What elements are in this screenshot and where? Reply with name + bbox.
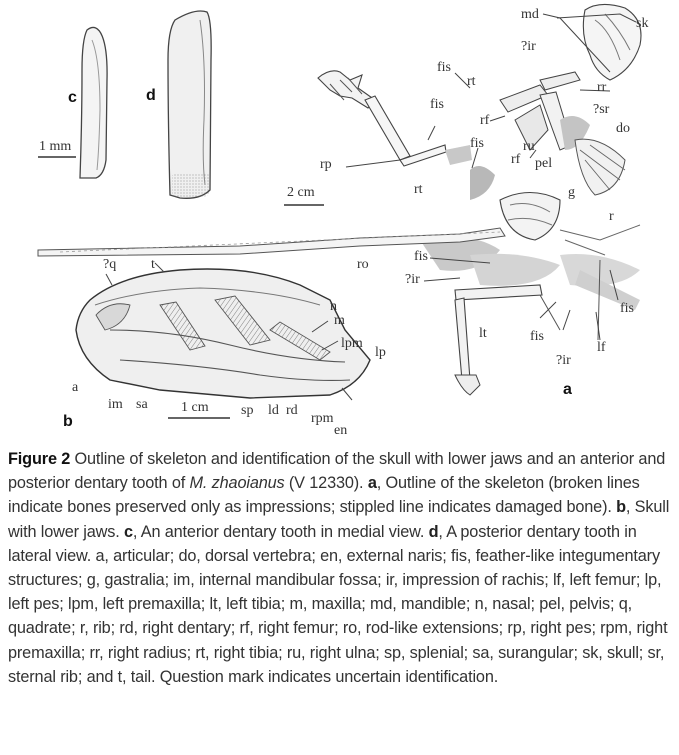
panel-letter-d: d xyxy=(146,87,156,104)
caption-figure-label: Figure 2 xyxy=(8,450,71,468)
pelvis-drawing xyxy=(500,193,560,241)
label-ir-top: ?ir xyxy=(521,39,536,54)
caption-a-text: , Outline of the skeleton (broken lines indicate bones preserved only as impressions; stippled line indicates damaged bone). xyxy=(8,474,640,517)
right-tibia-drawing xyxy=(365,96,410,160)
caption-species: M. zhaoianus xyxy=(189,474,285,493)
label-lt: lt xyxy=(479,326,487,341)
label-pel: pel xyxy=(535,156,553,171)
scale-label-1mm: 1 mm xyxy=(39,139,72,154)
label-r: r xyxy=(609,209,614,224)
label-im: im xyxy=(108,397,123,412)
panel-letter-b: b xyxy=(63,413,73,430)
label-sp: sp xyxy=(241,403,254,418)
label-rf-pel: rf xyxy=(511,152,521,167)
caption-d-text: , A posterior dentary tooth in lateral view. a, articular; do, dorsal vertebra; en, external naris; fis, feather-like integumentary structures; g, gastralia; im, internal mandibular fossa; ir, impression of rachis; lf, left femur; lp, left pes; lpm, left premaxilla; lt, left tibia; m, maxilla; md, mandible; n, nasal; pel, pelvis; q, quadrate; r, rib; rd, right dentary; rf, right femur; ro, rod-like extensions; rp, right pes; rpm, right premaxilla; rr, right radius; rt, right tibia; ru, right ulna; sp, splenial; sa, surangular; sk, skull; sr, sternal rib; and t, tail. Question mark indicates uncertain identification. xyxy=(8,522,668,686)
label-sk: sk xyxy=(636,16,649,31)
label-fis-right: fis xyxy=(620,301,634,316)
caption-specimen: (V 12330). xyxy=(284,474,368,493)
figure-caption xyxy=(8,447,674,689)
label-sr: ?sr xyxy=(593,102,610,117)
caption-intro: Outline of skeleton and identification of the skull with lower jaws and an anterior and posterior dentary tooth of xyxy=(8,450,666,493)
label-t: t xyxy=(151,257,155,272)
label-lp: lp xyxy=(375,345,386,360)
label-lf: lf xyxy=(597,340,606,355)
label-ir-low: ?ir xyxy=(405,272,420,287)
label-q: ?q xyxy=(103,257,117,272)
caption-panel-c: c xyxy=(123,522,133,541)
label-en: en xyxy=(334,423,348,438)
scale-label-1cm: 1 cm xyxy=(181,400,209,415)
label-n: n xyxy=(330,299,337,314)
label-fis-bottom: fis xyxy=(530,329,544,344)
label-fis-left: fis xyxy=(430,97,444,112)
label-rd: rd xyxy=(286,403,298,418)
label-rpm: rpm xyxy=(311,411,334,426)
caption-panel-b: b xyxy=(616,498,626,517)
scale-label-2cm: 2 cm xyxy=(287,185,315,200)
label-fis-top: fis xyxy=(437,60,451,75)
label-m: m xyxy=(334,313,345,328)
label-rt-top: rt xyxy=(467,74,476,89)
skull-b-drawing xyxy=(76,269,370,398)
tooth-c-drawing xyxy=(80,27,107,178)
label-fis-low: fis xyxy=(414,249,428,264)
label-ru: ru xyxy=(523,139,535,154)
caption-c-text: , An anterior dentary tooth in medial view. xyxy=(132,522,429,541)
label-do: do xyxy=(616,121,630,136)
panel-letter-c: c xyxy=(68,89,77,106)
label-sa: sa xyxy=(136,397,148,412)
label-lpm: lpm xyxy=(341,336,363,351)
label-rr: rr xyxy=(597,80,607,95)
label-ro: ro xyxy=(357,257,369,272)
label-rf: rf xyxy=(480,113,490,128)
panel-letter-a: a xyxy=(563,381,572,398)
label-rt-low: rt xyxy=(414,182,423,197)
caption-panel-a: a xyxy=(367,474,377,493)
label-ld: ld xyxy=(268,403,279,418)
label-a: a xyxy=(72,380,79,395)
label-g: g xyxy=(568,185,575,200)
label-ir-bottom: ?ir xyxy=(556,353,571,368)
label-fis-mid: fis xyxy=(470,136,484,151)
label-md: md xyxy=(521,7,539,22)
label-rp: rp xyxy=(320,157,332,172)
caption-panel-d: d xyxy=(428,522,439,541)
caption-b-text: , Skull with lower jaws. xyxy=(8,498,670,541)
